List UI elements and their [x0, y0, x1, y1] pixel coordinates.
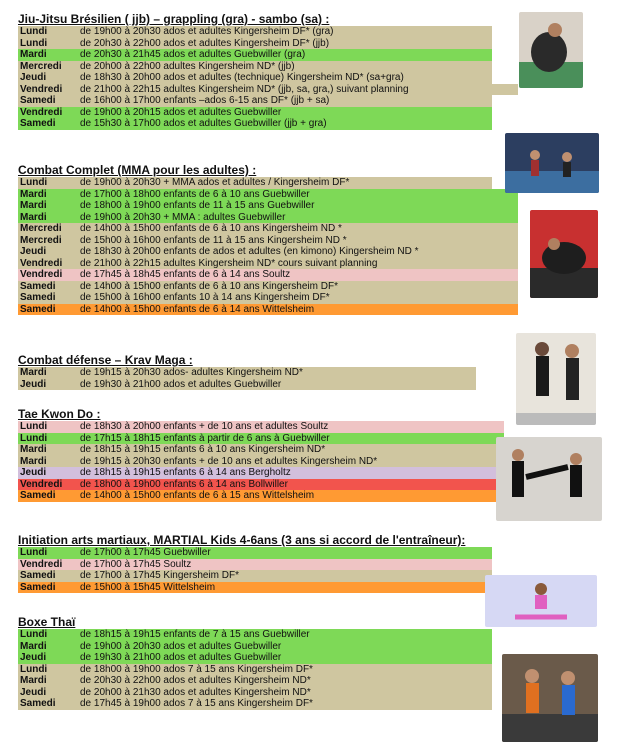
bjj-grappling-photo-icon [519, 12, 583, 88]
row-day: Mardi [20, 444, 47, 455]
schedule-section [18, 407, 518, 502]
schedule-section [18, 163, 518, 315]
row-details: de 18h00 à 19h00 ados 7 à 15 ans Kingersheim DF* [80, 663, 313, 675]
row-details: de 17h45 à 19h00 ados 7 à 15 ans Kingersheim DF* [80, 698, 313, 709]
row-details: de 14h00 à 15h00 enfants de 6 à 14 ans Wittelsheim [80, 303, 315, 315]
schedule-row [18, 200, 518, 212]
row-day: Samedi [20, 490, 56, 501]
row-details: de 20h00 à 21h30 ados et adultes Kingersheim ND* [80, 686, 311, 698]
schedule-row [18, 444, 504, 456]
section-title: Initiation arts martiaux, MARTIAL Kids 4-6ans (3 ans si accord de l'entraîneur): [18, 533, 466, 547]
schedule-row [18, 49, 492, 61]
row-details: de 20h30 à 22h00 ados et adultes Kingersheim DF* (jjb) [80, 37, 330, 49]
schedule-row [18, 26, 492, 38]
row-details: de 19h30 à 21h00 ados et adultes Guebwiller [80, 378, 282, 390]
muay-thai-photo-icon [502, 654, 598, 742]
schedule-row [18, 269, 518, 281]
schedule-row [18, 84, 518, 96]
row-details: de 19h15 à 20h30 ados- adultes Kingersheim ND* [80, 367, 303, 378]
row-day: Lundi [20, 547, 48, 558]
row-details: de 17h15 à 18h15 enfants à partir de 6 ans à Guebwiller [80, 432, 330, 444]
row-details: de 14h00 à 15h00 enfants de 6 à 10 ans Kingersheim DF* [80, 280, 338, 292]
row-details: de 19h30 à 21h00 ados et adultes Guebwiller [80, 652, 282, 663]
schedule-row [18, 246, 518, 258]
row-day: Jeudi [20, 378, 47, 390]
schedule-row [18, 235, 518, 247]
schedule-row [18, 490, 504, 502]
row-day: Mardi [20, 367, 47, 378]
schedule-row [18, 687, 492, 699]
schedule-row [18, 61, 492, 73]
section-title: Combat Complet (MMA pour les adultes) : [18, 163, 257, 177]
row-details: de 18h15 à 19h15 enfants 6 à 14 ans Bergholtz [80, 467, 291, 478]
row-details: de 21h00 à 22h15 adultes Kingersheim ND* cours suivant planning [80, 257, 378, 269]
schedule-section [18, 615, 518, 710]
schedule-row [18, 281, 518, 293]
row-day: Jeudi [20, 686, 47, 698]
schedule-row [18, 664, 492, 676]
row-day: Lundi [20, 629, 48, 640]
schedule-row [18, 641, 492, 653]
row-day: Mardi [20, 675, 47, 686]
row-day: Samedi [20, 118, 56, 129]
section-title: Combat défense – Krav Maga : [18, 353, 193, 367]
section-title: Boxe Thaï [18, 615, 76, 629]
row-day: Jeudi [20, 467, 47, 478]
row-day: Lundi [20, 177, 48, 188]
schedule-row [18, 177, 492, 189]
martial-kids-photo-icon [485, 575, 597, 627]
schedule-row [18, 107, 492, 119]
schedule-row [18, 570, 492, 582]
row-day: Vendredi [20, 269, 63, 280]
row-day: Mardi [20, 211, 47, 223]
schedule-row [18, 189, 518, 201]
row-details: de 17h00 à 18h00 enfants de 6 à 10 ans Guebwiller [80, 188, 310, 200]
schedule-row [18, 433, 504, 445]
schedule-row [18, 292, 518, 304]
mma-ground-photo-icon [530, 210, 598, 298]
row-details: de 17h45 à 18h45 enfants de 6 à 14 ans Soultz [80, 269, 291, 280]
schedule-row [18, 212, 518, 224]
row-details: de 15h30 à 17h00 ados et adultes Guebwiller (jjb + gra) [80, 118, 327, 129]
row-day: Vendredi [20, 106, 63, 118]
schedule-row [18, 223, 518, 235]
schedule-row [18, 652, 492, 664]
row-details: de 18h15 à 19h15 enfants 6 à 10 ans Kingersheim ND* [80, 444, 326, 455]
row-details: de 18h30 à 20h00 ados et adultes (technique) Kingersheim ND* (sa+gra) [80, 72, 404, 83]
schedule-row [18, 675, 492, 687]
row-details: de 21h00 à 22h15 adultes Kingersheim ND* (jjb, sa, gra,) suivant planning [80, 83, 409, 95]
row-day: Samedi [20, 581, 56, 593]
row-details: de 19h00 à 20h30 + MMA ados et adultes / Kingersheim DF* [80, 177, 350, 188]
schedule-row [18, 95, 492, 107]
row-details: de 16h00 à 17h00 enfants –ados 6-15 ans DF* (jjb + sa) [80, 95, 330, 106]
row-day: Vendredi [20, 257, 63, 269]
row-details: de 14h00 à 15h00 enfants de 6 à 15 ans Wittelsheim [80, 490, 315, 501]
row-details: de 18h00 à 19h00 enfants 6 à 14 ans Bollwiller [80, 478, 288, 490]
schedule-row [18, 559, 492, 571]
row-details: de 20h30 à 22h00 ados et adultes Kingersheim ND* [80, 675, 311, 686]
row-details: de 19h15 à 20h30 enfants + de 10 ans et adultes Kingersheim ND* [80, 455, 378, 467]
row-day: Mercredi [20, 60, 62, 72]
row-details: de 17h00 à 17h45 Kingersheim DF* [80, 570, 239, 581]
schedule-row [18, 421, 504, 433]
mma-cage-photo-icon [505, 133, 599, 193]
row-details: de 14h00 à 15h00 enfants de 6 à 10 ans Kingersheim ND * [80, 223, 342, 234]
row-day: Mardi [20, 455, 47, 467]
row-day: Samedi [20, 303, 56, 315]
row-day: Lundi [20, 421, 48, 432]
schedule-section [18, 12, 518, 130]
row-details: de 17h00 à 17h45 Guebwiller [80, 547, 211, 558]
schedule-row [18, 118, 492, 130]
row-details: de 19h00 à 20h30 + MMA : adultes Guebwiller [80, 211, 286, 223]
schedule-row [18, 38, 492, 50]
section-title: Tae Kwon Do : [18, 407, 101, 421]
row-day: Samedi [20, 95, 56, 106]
row-details: de 19h00 à 20h30 ados et adultes Kingersheim DF* (gra) [80, 26, 334, 37]
schedule-row [18, 698, 492, 710]
row-details: de 15h00 à 16h00 enfants de 11 à 15 ans Kingersheim ND * [80, 234, 347, 246]
schedule-row [18, 72, 492, 84]
row-day: Mardi [20, 200, 47, 211]
row-details: de 17h00 à 17h45 Soultz [80, 558, 192, 570]
row-day: Jeudi [20, 652, 47, 663]
row-details: de 18h30 à 20h00 enfants de ados et adultes (en kimono) Kingersheim ND * [80, 246, 419, 257]
row-day: Samedi [20, 698, 56, 709]
schedule-row [18, 547, 492, 559]
row-day: Mercredi [20, 234, 62, 246]
row-details: de 19h00 à 20h30 ados et adultes Guebwiller [80, 640, 282, 652]
schedule-section [18, 533, 518, 593]
schedule-row [18, 629, 492, 641]
schedule-row [18, 479, 504, 491]
row-details: de 18h30 à 20h00 enfants + de 10 ans et adultes Soultz [80, 421, 329, 432]
row-day: Vendredi [20, 478, 63, 490]
section-title: Jiu-Jitsu Brésilien ( jjb) – grappling (gra) - sambo (sa) : [18, 12, 330, 26]
row-day: Samedi [20, 292, 56, 303]
row-day: Mardi [20, 188, 47, 200]
schedule-row [18, 304, 518, 316]
row-day: Vendredi [20, 558, 63, 570]
schedule-row [18, 379, 476, 391]
schedule-row [18, 258, 518, 270]
krav-maga-photo-icon [516, 333, 596, 425]
row-day: Lundi [20, 37, 48, 49]
schedule-row [18, 456, 504, 468]
row-day: Vendredi [20, 83, 63, 95]
row-details: de 20h30 à 21h45 ados et adultes Guebwiller (gra) [80, 49, 306, 60]
row-day: Jeudi [20, 72, 47, 83]
row-day: Mardi [20, 49, 47, 60]
row-day: Mercredi [20, 223, 62, 234]
row-details: de 15h00 à 15h45 Wittelsheim [80, 581, 216, 593]
row-day: Jeudi [20, 246, 47, 257]
taekwondo-kick-photo-icon [496, 437, 602, 521]
row-day: Samedi [20, 570, 56, 581]
schedule-row [18, 467, 504, 479]
row-details: de 18h00 à 19h00 enfants de 11 à 15 ans Guebwiller [80, 200, 315, 211]
row-day: Lundi [20, 26, 48, 37]
row-day: Lundi [20, 432, 48, 444]
row-day: Lundi [20, 663, 48, 675]
row-details: de 18h15 à 19h15 enfants de 7 à 15 ans Guebwiller [80, 629, 310, 640]
row-details: de 15h00 à 16h00 enfants 10 à 14 ans Kingersheim DF* [80, 292, 330, 303]
schedule-row [18, 367, 476, 379]
row-details: de 20h00 à 22h00 adultes Kingersheim ND* (jjb) [80, 60, 295, 72]
row-day: Mardi [20, 640, 47, 652]
row-details: de 19h00 à 20h15 ados et adultes Guebwiller [80, 106, 282, 118]
schedule-row [18, 582, 492, 594]
row-day: Samedi [20, 280, 56, 292]
schedule-section [18, 353, 518, 390]
